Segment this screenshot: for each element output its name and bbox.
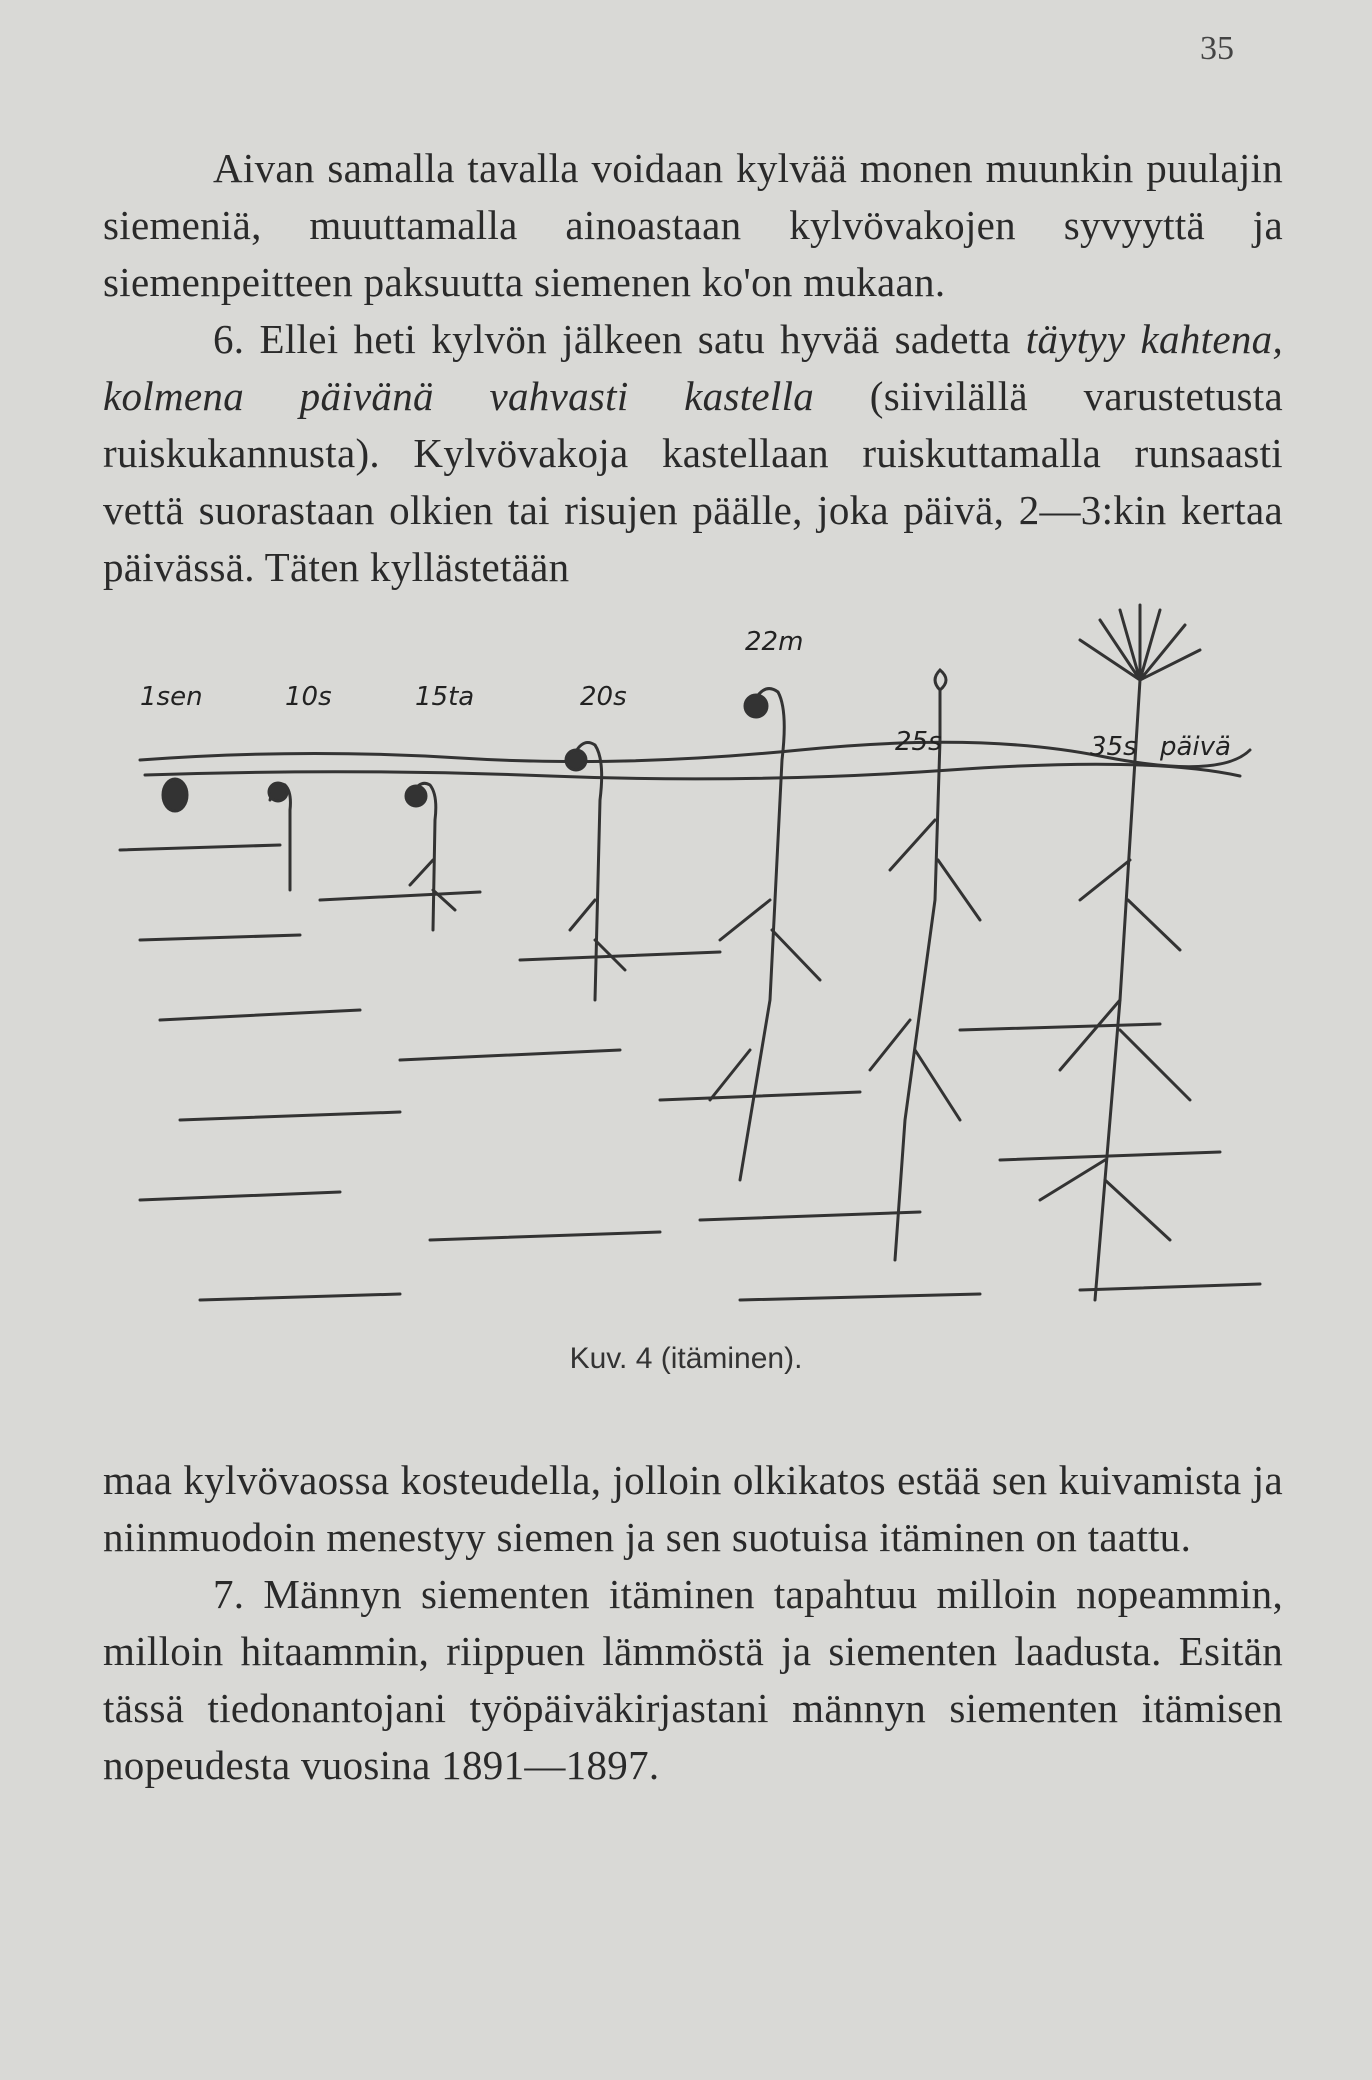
seedling-day-25 [870,670,980,1260]
label-day-10: 10s [285,682,332,712]
soil-surface-2 [145,764,1240,779]
paragraph-sowing: Aivan samalla tavalla voidaan kylvää monen muunkin puulajin siemeniä, muuttamalla ainoastaan kylvövakojen syvyyttä ja siemenpeitteen paksuutta siemenen ko'on mukaan. [103,145,1283,305]
text-block-top [103,140,1283,596]
seed-coat-day-10 [269,783,287,801]
soil-line [740,1024,1260,1300]
seedling-day-35 [1080,605,1200,1300]
seed-coat-day-22 [745,695,767,717]
soil-line [140,1192,920,1300]
seed-day-1 [163,779,187,811]
paragraph-germination-speed: 7. Männyn siementen itäminen tapahtuu milloin nopeammin, milloin hitaammin, riippuen lämmöstä ja siementen laadusta. Esitän tässä tiedonantojani työpäiväkirjastani männyn siementen itämisen nopeudesta vuosina 1891—1897. [103,1571,1283,1788]
seedling-day-22 [710,689,820,1180]
text-block-bottom [103,1452,1283,1794]
label-day-20: 20s [580,682,627,712]
label-paiva: päivä [1160,732,1231,762]
label-day-22: 22m [745,627,804,657]
paragraph-moisture: maa kylvövaossa kosteudella, jolloin olkikatos estää sen kuivamista ja niinmuodoin menestyy siemen ja sen suotuisa itäminen on taattu. [103,1457,1283,1560]
paragraph-watering-end: (siivilällä varustetusta ruiskukannusta). Kylvövakoja kastellaan ruiskuttamalla runsaasti vettä suorastaan olkien tai risujen päälle, joka päivä, 2—3:kin kertaa päivässä. Täten kyllästetään [103,373,1283,590]
paragraph-watering-italic: täytyy kahtena, kolmena päivänä vahvasti kastella [103,316,1283,419]
figure-caption: Kuv. 4 (itäminen). [569,1342,803,1375]
label-day-15: 15ta [415,682,475,712]
seedling-day-20 [570,743,625,1001]
label-day-35: 35s [1090,732,1137,762]
paragraph-watering [103,311,1283,596]
seed-coat-day-15 [406,786,426,806]
soil-line [160,1010,860,1120]
germination-figure [100,600,1290,1340]
germination-drawing [100,600,1290,1340]
label-day-25: 25s [895,727,942,757]
seed-coat-day-20 [566,750,586,770]
label-day-1: 1sen [140,682,203,712]
soil-line [120,845,720,960]
page-number: 35 [1200,30,1234,67]
paragraph-watering-start: 6. Ellei heti kylvön jälkeen satu hyvää sadetta [213,316,1026,362]
